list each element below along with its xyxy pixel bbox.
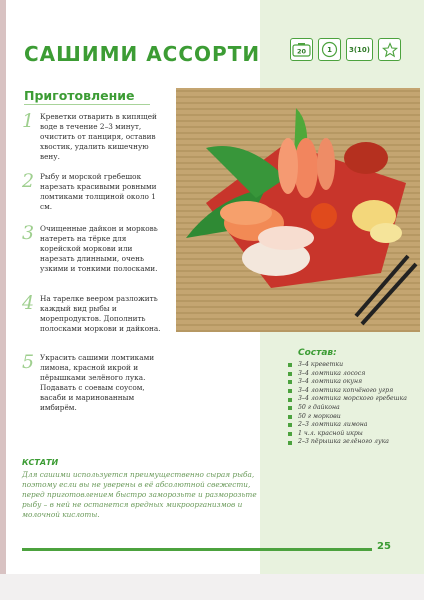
note-text: Для сашими используется преимущественно сырая рыба, поэтому если вы не уверены в её абсолютной свежести, перед приготовлением быстро заморозьте и разморозьте рыбу – в ней не останется вредных микроорганизмов и молочной кислоты. [22, 470, 257, 519]
footer-rule [22, 548, 372, 551]
page-edge [0, 0, 6, 600]
recipe-info-icons [290, 38, 401, 61]
ingredient-item: 3–4 ломтика окуня [288, 378, 422, 387]
star-icon [378, 38, 401, 61]
ingredient-item: 3–4 ломтика копчёного угря [288, 387, 422, 396]
step-number: 2 [22, 170, 35, 192]
ingredient-item: 50 г дайкона [288, 404, 422, 413]
servings-icon: 3(10) [346, 38, 373, 61]
step-number: 1 [22, 110, 35, 132]
ingredient-item: 50 г моркови [288, 413, 422, 422]
step-number: 3 [22, 222, 35, 244]
page-bottom-margin [0, 574, 424, 600]
page-number: 25 [377, 541, 391, 552]
page-title: САШИМИ АССОРТИ [24, 42, 261, 66]
dish-photo [176, 88, 420, 332]
step-number: 4 [22, 292, 35, 314]
svg-text:20: 20 [296, 47, 307, 56]
step-text: Очищенные дайкон и морковь натереть на тёрке для корейской моркови или нарезать длинными, очень узкими и тонкими полосками. [40, 224, 158, 273]
cooking-time-icon [290, 38, 313, 61]
ingredient-item: 3–4 ломтика морского гребешка [288, 395, 422, 404]
step-text: Украсить сашими ломтиками лимона, красной икрой и пёрышками зелёного лука. Подавать с соевым соусом, васаби и маринованным имбирём. [40, 353, 155, 412]
section-title-preparation: Приготовление [24, 88, 135, 103]
svg-text:1: 1 [327, 46, 332, 55]
difficulty-icon [318, 38, 341, 61]
divider [24, 104, 150, 105]
step-number: 5 [22, 351, 35, 373]
ingredients-title: Состав: [298, 348, 337, 358]
step-text: На тарелке веером разложить каждый вид рыбы и морепродуктов. Дополнить полосками моркови и дайкона. [40, 294, 161, 333]
step-text: Креветки отварить в кипящей воде в течение 2–3 минут, очистить от панциря, оставив хвостик, удалить кишечную вену. [40, 112, 157, 161]
step-text: Рыбу и морской гребешок нарезать красивыми ровными ломтиками толщиной около 1 см. [40, 172, 157, 211]
ingredient-item: 2–3 пёрышка зелёного лука [288, 438, 422, 447]
ingredients-list [288, 361, 422, 447]
ingredient-item: 1 ч.л. красной икры [288, 430, 422, 439]
ingredient-item: 3–4 ломтика лосося [288, 370, 422, 379]
ingredient-item: 3–4 креветки [288, 361, 422, 370]
ingredient-item: 2–3 ломтика лимона [288, 421, 422, 430]
note-title: КСТАТИ [22, 458, 59, 467]
